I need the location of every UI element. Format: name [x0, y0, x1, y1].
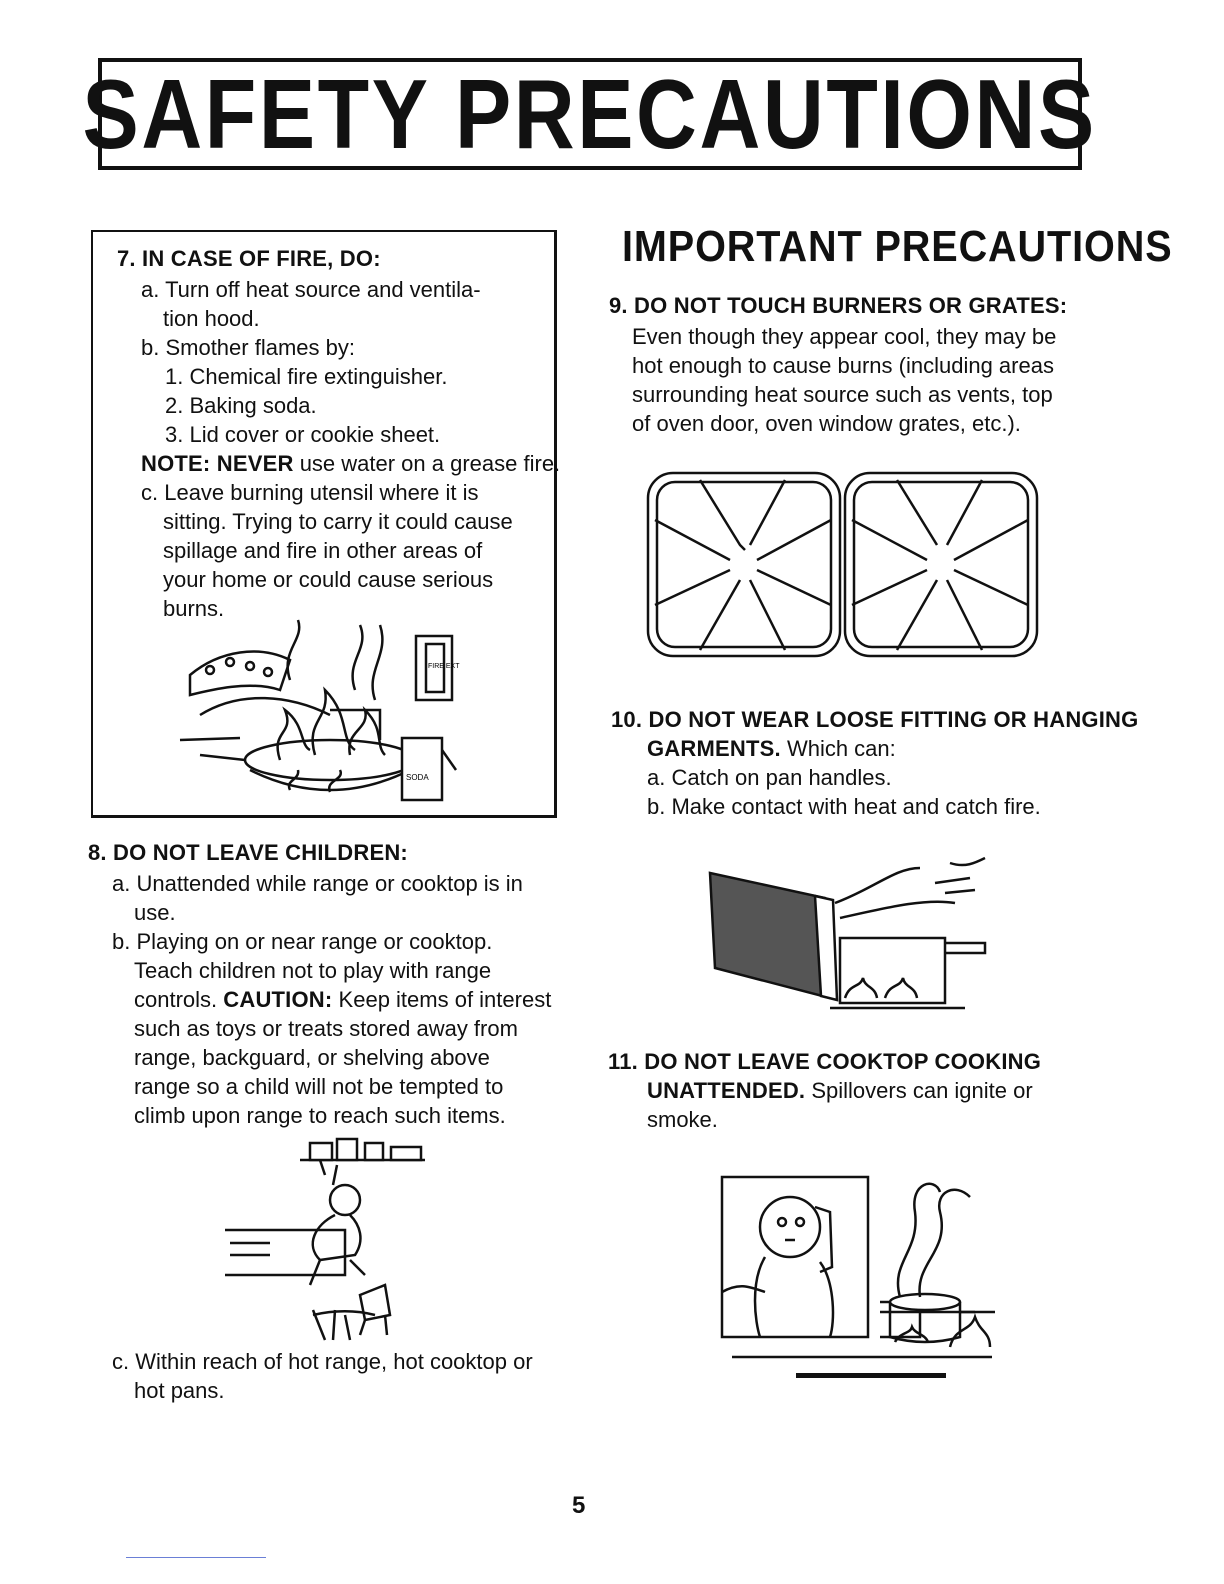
item9-line2: hot enough to cause burns (including areas [632, 353, 1054, 378]
item9-line3: surrounding heat source such as vents, top [632, 382, 1053, 407]
note-label: NOTE: NEVER [141, 451, 294, 476]
item7-a-line1: a. Turn off heat source and ventila- [141, 277, 481, 302]
item8-c-line1: c. Within reach of hot range, hot cooktop or [112, 1349, 533, 1374]
unattended-cooking-illustration [720, 1172, 1000, 1362]
item8-a-line2: use. [134, 900, 176, 925]
item8-b-line3 [134, 985, 551, 1015]
divider-rule [796, 1373, 946, 1378]
item7-c-line1: c. Leave burning utensil where it is [141, 480, 479, 505]
item7-b2: 2. Baking soda. [165, 393, 317, 418]
garments-label: GARMENTS. [647, 736, 781, 761]
item11-heading-line1: 11. DO NOT LEAVE COOKTOP COOKING [608, 1049, 1042, 1074]
item8-b-line5: range, backguard, or shelving above [134, 1045, 490, 1070]
spillovers-text: Spillovers can ignite or [811, 1078, 1033, 1103]
item7-b1: 1. Chemical fire extinguisher. [165, 364, 448, 389]
item7-a-line2: tion hood. [163, 306, 260, 331]
item11-heading-line2 [647, 1076, 1033, 1106]
controls-text: controls. [134, 987, 218, 1012]
item7-c-line2: sitting. Trying to carry it could cause [163, 509, 513, 534]
footer-line [126, 1557, 266, 1558]
which-can-text: Which can: [786, 736, 896, 761]
page-title: SAFETY PRECAUTIONS [82, 59, 1098, 169]
page-number: 5 [572, 1492, 586, 1519]
child-climbing-illustration [225, 1135, 440, 1340]
item10-a: a. Catch on pan handles. [647, 765, 892, 790]
extinguisher-label: FIRE EXT [428, 663, 460, 670]
burner-grates-illustration [645, 470, 1040, 660]
item9-heading: 9. DO NOT TOUCH BURNERS OR GRATES: [609, 293, 1068, 318]
item8-b-line2: Teach children not to play with range [134, 958, 492, 983]
loose-sleeve-illustration [705, 858, 990, 1013]
title-banner [82, 58, 1098, 170]
item8-b-line6: range so a child will not be tempted to [134, 1074, 504, 1099]
item9-line1: Even though they appear cool, they may be [632, 324, 1057, 349]
caution-text: Keep items of interest [338, 987, 552, 1012]
caution-label: CAUTION: [223, 987, 333, 1012]
item7-b3: 3. Lid cover or cookie sheet. [165, 422, 441, 447]
item8-b-line4: such as toys or treats stored away from [134, 1016, 518, 1041]
item8-b-line1: b. Playing on or near range or cooktop. [112, 929, 493, 954]
item7-c-line4: your home or could cause serious [163, 567, 494, 592]
item9-line4: of oven door, oven window grates, etc.). [632, 411, 1021, 436]
section-heading: IMPORTANT PRECAUTIONS [622, 222, 1173, 271]
item7-note [141, 449, 560, 479]
unattended-label: UNATTENDED. [647, 1078, 806, 1103]
item11-line3: smoke. [647, 1107, 718, 1132]
item10-heading-line1: 10. DO NOT WEAR LOOSE FITTING OR HANGING [611, 707, 1139, 732]
item7-c-line3: spillage and fire in other areas of [163, 538, 483, 563]
item10-b: b. Make contact with heat and catch fire. [647, 794, 1041, 819]
soda-label: SODA [406, 773, 429, 782]
item10-heading-line2 [647, 734, 896, 764]
grease-fire-illustration [180, 620, 480, 810]
item8-b-line7: climb upon range to reach such items. [134, 1103, 506, 1128]
item7-c-line5: burns. [163, 596, 225, 621]
item8-a-line1: a. Unattended while range or cooktop is in [112, 871, 523, 896]
item8-c-line2: hot pans. [134, 1378, 225, 1403]
item8-heading: 8. DO NOT LEAVE CHILDREN: [88, 840, 408, 865]
note-text: use water on a grease fire. [299, 451, 561, 476]
item7-b: b. Smother flames by: [141, 335, 355, 360]
item7-heading: 7. IN CASE OF FIRE, DO: [117, 246, 381, 271]
